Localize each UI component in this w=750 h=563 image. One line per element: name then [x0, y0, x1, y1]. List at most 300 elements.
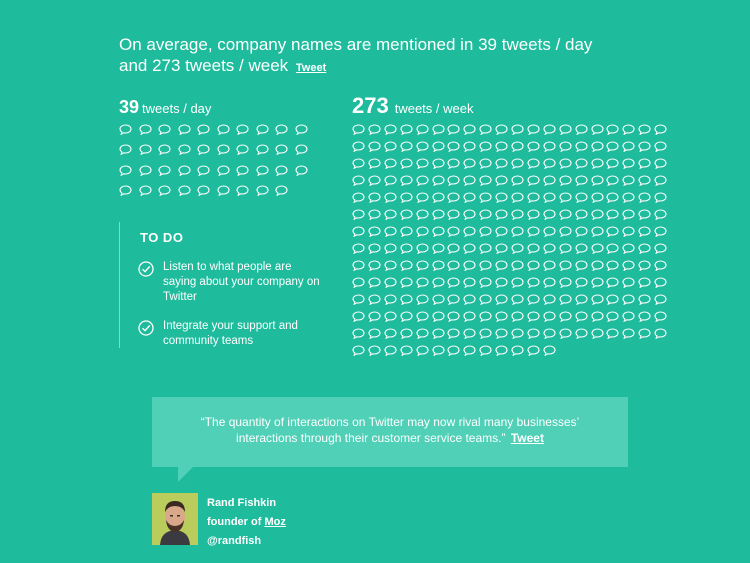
- tweet-bubble-icon: [543, 260, 556, 271]
- tweet-bubble-icon: [654, 260, 667, 271]
- tweet-bubble-icon: [447, 260, 460, 271]
- tweet-bubble-icon: [400, 277, 413, 288]
- tweet-bubble-icon: [384, 260, 397, 271]
- tweet-bubble-icon: [527, 141, 540, 152]
- tweet-bubble-icon: [416, 260, 429, 271]
- tweet-bubble-icon: [638, 294, 651, 305]
- tweet-bubble-icon: [368, 243, 381, 254]
- tweet-bubble-icon: [463, 328, 476, 339]
- tweet-bubble-icon: [591, 175, 604, 186]
- todo-item-text: Listen to what people are saying about your company on Twitter: [163, 261, 320, 303]
- tweet-bubble-icon: [275, 165, 288, 176]
- tweet-bubble-icon: [479, 345, 492, 356]
- headline-line-2: [119, 55, 639, 79]
- tweet-bubble-icon: [479, 328, 492, 339]
- tweet-bubble-icon: [256, 144, 269, 155]
- tweet-bubble-icon: [479, 294, 492, 305]
- tweet-bubble-icon: [654, 294, 667, 305]
- tweet-bubble-icon: [368, 124, 381, 135]
- tweet-bubble-icon: [495, 141, 508, 152]
- tweet-bubble-icon: [559, 277, 572, 288]
- tweet-bubble-icon: [638, 226, 651, 237]
- author-company-link[interactable]: Moz: [264, 516, 286, 528]
- tweet-bubble-icon: [384, 209, 397, 220]
- tweet-bubble-icon: [416, 124, 429, 135]
- tweet-bubble-icon: [575, 328, 588, 339]
- tweet-bubble-icon: [622, 158, 635, 169]
- tweet-bubble-icon: [543, 226, 556, 237]
- tweet-bubble-icon: [591, 277, 604, 288]
- tweet-bubble-icon: [295, 144, 308, 155]
- tweet-bubble-icon: [400, 294, 413, 305]
- tweet-bubble-icon: [447, 328, 460, 339]
- tweet-bubble-icon: [622, 243, 635, 254]
- tweet-bubble-icon: [622, 141, 635, 152]
- tweet-bubble-icon: [495, 311, 508, 322]
- tweet-bubble-icon: [416, 226, 429, 237]
- tweet-bubble-icon: [654, 209, 667, 220]
- tweet-bubble-icon: [606, 294, 619, 305]
- tweet-bubble-icon: [178, 165, 191, 176]
- tweet-bubble-icon: [622, 328, 635, 339]
- author-role-prefix: founder of: [207, 516, 262, 528]
- tweet-bubble-icon: [463, 294, 476, 305]
- tweet-bubble-icon: [527, 277, 540, 288]
- tweet-bubble-icon: [606, 311, 619, 322]
- tweet-bubble-icon: [575, 158, 588, 169]
- tweet-bubble-icon: [591, 260, 604, 271]
- tweet-bubble-icon: [432, 311, 445, 322]
- tweet-bubble-icon: [400, 328, 413, 339]
- tweet-bubble-icon: [527, 311, 540, 322]
- tweet-bubble-icon: [543, 209, 556, 220]
- tweet-bubble-icon: [543, 328, 556, 339]
- tweet-bubble-icon: [559, 141, 572, 152]
- tweet-bubble-icon: [511, 260, 524, 271]
- tweet-bubble-icon: [654, 192, 667, 203]
- author-handle[interactable]: @randfish: [207, 535, 262, 547]
- per-day-count: 39: [119, 97, 140, 117]
- tweet-bubble-icon: [463, 192, 476, 203]
- tweet-bubble-icon: [447, 277, 460, 288]
- tweet-bubble-icon: [119, 165, 132, 176]
- tweet-bubble-icon: [543, 158, 556, 169]
- tweet-bubble-icon: [275, 144, 288, 155]
- tweet-bubble-icon: [511, 192, 524, 203]
- todo-title: TO DO: [140, 230, 184, 245]
- tweet-bubble-icon: [559, 328, 572, 339]
- tweet-bubble-icon: [511, 209, 524, 220]
- tweet-bubble-icon: [432, 209, 445, 220]
- tweet-bubble-icon: [606, 277, 619, 288]
- headline-tweet-link[interactable]: Tweet: [295, 62, 327, 74]
- tweet-bubble-icon: [256, 185, 269, 196]
- tweet-bubble-icon: [463, 345, 476, 356]
- tweet-bubble-icon: [416, 345, 429, 356]
- tweet-bubble-icon: [178, 124, 191, 135]
- tweet-bubble-icon: [463, 260, 476, 271]
- tweet-bubble-icon: [654, 311, 667, 322]
- tweet-bubble-icon: [368, 158, 381, 169]
- tweet-bubble-icon: [352, 243, 365, 254]
- tweet-bubble-icon: [197, 185, 210, 196]
- tweet-bubble-icon: [654, 175, 667, 186]
- tweet-bubble-icon: [119, 124, 132, 135]
- tweet-bubble-icon: [384, 345, 397, 356]
- tweet-bubble-icon: [527, 328, 540, 339]
- tweet-bubble-icon: [527, 294, 540, 305]
- tweet-bubble-icon: [400, 243, 413, 254]
- tweet-bubble-icon: [447, 192, 460, 203]
- tweet-bubble-icon: [543, 277, 556, 288]
- tweet-bubble-icon: [479, 175, 492, 186]
- headline: [119, 34, 639, 79]
- tweet-bubble-icon: [527, 209, 540, 220]
- tweet-bubble-icon: [559, 158, 572, 169]
- tweet-bubble-icon: [511, 158, 524, 169]
- tweet-bubble-icon: [654, 226, 667, 237]
- tweet-bubble-icon: [606, 158, 619, 169]
- tweet-bubble-icon: [575, 260, 588, 271]
- tweet-bubble-icon: [638, 277, 651, 288]
- tweet-bubble-icon: [275, 124, 288, 135]
- tweet-bubble-icon: [527, 260, 540, 271]
- tweet-bubble-icon: [447, 311, 460, 322]
- tweet-bubble-icon: [511, 345, 524, 356]
- tweet-bubble-icon: [158, 124, 171, 135]
- tweet-bubble-icon: [384, 311, 397, 322]
- tweet-bubble-icon: [606, 260, 619, 271]
- tweet-bubble-icon: [622, 226, 635, 237]
- tweet-bubble-icon: [384, 124, 397, 135]
- tweet-bubble-icon: [447, 226, 460, 237]
- tweet-bubble-icon: [295, 165, 308, 176]
- tweet-bubble-icon: [416, 158, 429, 169]
- tweet-bubble-icon: [591, 124, 604, 135]
- tweet-bubble-icon: [197, 124, 210, 135]
- tweet-bubble-icon: [622, 311, 635, 322]
- tweet-bubble-icon: [368, 141, 381, 152]
- tweet-bubble-icon: [591, 209, 604, 220]
- tweet-bubble-icon: [256, 124, 269, 135]
- tweet-bubble-icon: [479, 311, 492, 322]
- per-day-unit: tweets / day: [142, 101, 212, 116]
- author-name: Rand Fishkin: [207, 497, 277, 509]
- tweet-bubble-icon: [591, 192, 604, 203]
- tweet-bubble-icon: [575, 175, 588, 186]
- tweet-bubble-icon: [416, 311, 429, 322]
- tweet-bubble-icon: [622, 124, 635, 135]
- tweet-bubble-icon: [463, 226, 476, 237]
- tweet-bubble-icon: [463, 311, 476, 322]
- tweet-bubble-icon: [368, 328, 381, 339]
- tweet-bubble-icon: [591, 328, 604, 339]
- tweet-bubble-icon: [432, 192, 445, 203]
- tweet-bubble-icon: [479, 226, 492, 237]
- tweet-bubble-icon: [432, 294, 445, 305]
- tweet-bubble-icon: [432, 226, 445, 237]
- tweet-bubble-icon: [559, 209, 572, 220]
- tweet-bubble-icon: [256, 165, 269, 176]
- tweet-bubble-icon: [368, 209, 381, 220]
- tweet-bubble-icon: [447, 141, 460, 152]
- tweet-bubble-icon: [352, 294, 365, 305]
- tweet-bubble-icon: [352, 345, 365, 356]
- tweet-bubble-icon: [479, 141, 492, 152]
- tweet-bubble-icon: [606, 124, 619, 135]
- tweet-bubble-icon: [447, 175, 460, 186]
- tweet-bubble-icon: [463, 277, 476, 288]
- tweet-bubble-icon: [606, 141, 619, 152]
- tweet-bubble-icon: [416, 243, 429, 254]
- tweet-bubble-icon: [236, 185, 249, 196]
- tweet-bubble-icon: [463, 243, 476, 254]
- tweet-bubble-icon: [495, 328, 508, 339]
- tweet-bubble-icon: [463, 158, 476, 169]
- tweet-bubble-icon: [400, 209, 413, 220]
- tweet-bubble-icon: [416, 175, 429, 186]
- tweet-bubble-icon: [479, 277, 492, 288]
- tweet-bubble-icon: [591, 158, 604, 169]
- tweet-bubble-icon: [384, 294, 397, 305]
- tweet-bubble-icon: [543, 175, 556, 186]
- check-circle-icon: [138, 261, 154, 277]
- tweet-bubble-icon: [432, 277, 445, 288]
- tweet-bubble-icon: [495, 175, 508, 186]
- tweet-bubble-icon: [511, 277, 524, 288]
- tweet-bubble-icon: [622, 260, 635, 271]
- tweet-bubble-icon: [638, 209, 651, 220]
- tweet-bubble-icon: [606, 175, 619, 186]
- tweet-bubble-icon: [178, 144, 191, 155]
- tweet-bubble-icon: [352, 209, 365, 220]
- tweet-bubble-icon: [158, 144, 171, 155]
- tweet-bubble-icon: [384, 192, 397, 203]
- tweet-bubble-icon: [447, 124, 460, 135]
- tweet-bubble-icon: [432, 141, 445, 152]
- tweet-bubble-icon: [352, 226, 365, 237]
- tweet-bubble-icon: [236, 165, 249, 176]
- tweet-bubble-icon: [559, 311, 572, 322]
- check-circle-icon: [138, 320, 154, 336]
- tweet-bubble-icon: [400, 124, 413, 135]
- per-day-title: [119, 97, 211, 118]
- tweet-bubble-icon: [495, 345, 508, 356]
- tweet-bubble-icon: [368, 294, 381, 305]
- tweet-bubble-icon: [606, 328, 619, 339]
- tweet-bubble-icon: [384, 175, 397, 186]
- author-avatar: [152, 493, 198, 545]
- tweet-bubble-icon: [543, 192, 556, 203]
- tweet-bubble-icon: [622, 277, 635, 288]
- tweet-bubble-icon: [463, 124, 476, 135]
- tweet-bubble-icon: [591, 311, 604, 322]
- tweet-bubble-icon: [575, 294, 588, 305]
- tweet-bubble-icon: [654, 158, 667, 169]
- tweet-bubble-icon: [400, 345, 413, 356]
- tweet-bubble-icon: [559, 124, 572, 135]
- tweet-bubble-icon: [543, 141, 556, 152]
- tweet-bubble-icon: [352, 141, 365, 152]
- tweet-bubble-icon: [654, 277, 667, 288]
- tweet-bubble-icon: [495, 158, 508, 169]
- todo-panel: [119, 222, 320, 348]
- tweet-bubble-icon: [432, 175, 445, 186]
- tweet-bubble-icon: [606, 226, 619, 237]
- tweet-bubble-icon: [368, 260, 381, 271]
- tweet-bubble-icon: [447, 294, 460, 305]
- tweet-bubble-icon: [527, 226, 540, 237]
- tweet-bubble-icon: [447, 345, 460, 356]
- tweet-bubble-icon: [400, 158, 413, 169]
- tweet-bubble-icon: [495, 243, 508, 254]
- tweet-bubble-icon: [527, 345, 540, 356]
- tweet-bubble-icon: [543, 311, 556, 322]
- tweet-bubble-icon: [352, 328, 365, 339]
- tweet-bubble-icon: [622, 192, 635, 203]
- tweet-bubble-icon: [495, 209, 508, 220]
- tweet-bubble-icon: [416, 277, 429, 288]
- tweet-bubble-icon: [543, 243, 556, 254]
- tweet-bubble-icon: [384, 243, 397, 254]
- quote-box: [152, 397, 628, 467]
- tweet-bubble-icon: [368, 192, 381, 203]
- tweet-bubble-icon: [400, 141, 413, 152]
- tweet-bubble-icon: [352, 175, 365, 186]
- tweet-bubble-icon: [217, 185, 230, 196]
- tweet-bubble-icon: [495, 124, 508, 135]
- tweet-bubble-icon: [495, 277, 508, 288]
- tweet-bubble-icon: [139, 144, 152, 155]
- tweet-bubble-icon: [158, 185, 171, 196]
- tweet-bubble-icon: [543, 345, 556, 356]
- tweet-bubble-icon: [463, 175, 476, 186]
- author-info: [207, 494, 286, 551]
- tweet-bubble-icon: [638, 311, 651, 322]
- tweet-bubble-icon: [384, 328, 397, 339]
- tweet-bubble-icon: [432, 328, 445, 339]
- per-week-unit: tweets / week: [394, 101, 474, 116]
- tweet-bubble-icon: [368, 311, 381, 322]
- tweet-bubble-icon: [575, 243, 588, 254]
- tweet-bubble-icon: [432, 260, 445, 271]
- tweet-bubble-icon: [559, 260, 572, 271]
- tweet-bubble-icon: [139, 165, 152, 176]
- tweet-bubble-icon: [654, 124, 667, 135]
- tweet-bubble-icon: [622, 294, 635, 305]
- tweet-bubble-icon: [654, 243, 667, 254]
- tweet-bubble-icon: [447, 209, 460, 220]
- quote-text-container: [172, 414, 608, 446]
- tweet-bubble-icon: [479, 243, 492, 254]
- tweet-bubble-icon: [622, 175, 635, 186]
- tweet-bubble-icon: [654, 141, 667, 152]
- tweet-bubble-icon: [432, 243, 445, 254]
- tweet-bubble-icon: [511, 141, 524, 152]
- tweet-bubble-icon: [479, 158, 492, 169]
- tweet-bubble-icon: [139, 185, 152, 196]
- tweet-bubble-icon: [400, 192, 413, 203]
- tweet-bubble-icon: [119, 144, 132, 155]
- tweet-bubble-icon: [654, 328, 667, 339]
- tweet-bubble-icon: [432, 345, 445, 356]
- tweet-bubble-icon: [400, 260, 413, 271]
- tweet-bubble-icon: [119, 185, 132, 196]
- tweet-bubble-icon: [622, 209, 635, 220]
- tweet-bubble-icon: [384, 141, 397, 152]
- tweet-bubble-icon: [495, 192, 508, 203]
- tweet-bubble-icon: [368, 175, 381, 186]
- tweet-bubble-icon: [479, 209, 492, 220]
- per-week-count: 273: [352, 93, 389, 118]
- tweet-bubble-icon: [575, 192, 588, 203]
- tweet-bubble-icon: [543, 294, 556, 305]
- tweet-bubble-icon: [416, 294, 429, 305]
- tweet-bubble-icon: [479, 260, 492, 271]
- tweet-bubble-icon: [384, 226, 397, 237]
- tweet-bubble-icon: [638, 158, 651, 169]
- tweet-bubble-icon: [527, 175, 540, 186]
- tweet-bubble-icon: [158, 165, 171, 176]
- author-role: [207, 513, 286, 532]
- tweet-bubble-icon: [352, 158, 365, 169]
- tweet-bubble-icon: [384, 277, 397, 288]
- tweet-bubble-icon: [591, 141, 604, 152]
- tweet-bubble-icon: [236, 144, 249, 155]
- headline-line-1: On average, company names are mentioned in 39 tweets / day: [119, 35, 593, 54]
- tweet-bubble-icon: [352, 260, 365, 271]
- tweet-bubble-icon: [591, 294, 604, 305]
- tweet-bubble-icon: [575, 226, 588, 237]
- tweet-bubble-icon: [559, 175, 572, 186]
- todo-item-text: Integrate your support and community teams: [163, 320, 298, 347]
- tweet-bubble-icon: [575, 311, 588, 322]
- quote-text: “The quantity of interactions on Twitter may now rival many businesses’ interactions through their customer service teams.”: [200, 415, 580, 445]
- tweet-bubble-icon: [495, 226, 508, 237]
- tweet-bubble-icon: [575, 141, 588, 152]
- tweet-bubble-icon: [416, 328, 429, 339]
- tweet-bubble-icon: [352, 192, 365, 203]
- tweet-bubble-icon: [527, 158, 540, 169]
- tweet-bubble-icon: [197, 165, 210, 176]
- tweet-bubble-icon: [511, 311, 524, 322]
- tweet-bubble-icon: [447, 243, 460, 254]
- tweet-bubble-icon: [527, 192, 540, 203]
- tweet-bubble-icon: [527, 243, 540, 254]
- tweet-bubble-icon: [606, 243, 619, 254]
- tweet-bubble-icon: [606, 192, 619, 203]
- tweet-bubble-icon: [416, 192, 429, 203]
- tweet-bubble-icon: [591, 243, 604, 254]
- tweet-bubble-icon: [217, 165, 230, 176]
- tweet-bubble-icon: [400, 175, 413, 186]
- quote-tweet-link[interactable]: Tweet: [510, 431, 544, 445]
- tweet-bubble-icon: [511, 328, 524, 339]
- tweet-bubble-icon: [384, 158, 397, 169]
- tweet-bubble-icon: [217, 144, 230, 155]
- tweet-bubble-icon: [352, 277, 365, 288]
- tweet-bubble-icon: [416, 141, 429, 152]
- tweet-bubble-icon: [511, 226, 524, 237]
- tweet-bubble-icon: [638, 192, 651, 203]
- tweet-bubble-icon: [139, 124, 152, 135]
- headline-line-2-text: and 273 tweets / week: [119, 56, 289, 75]
- tweet-bubble-icon: [638, 124, 651, 135]
- tweet-bubble-icon: [511, 243, 524, 254]
- tweet-bubble-icon: [368, 277, 381, 288]
- tweet-bubble-icon: [178, 185, 191, 196]
- tweet-bubble-icon: [575, 124, 588, 135]
